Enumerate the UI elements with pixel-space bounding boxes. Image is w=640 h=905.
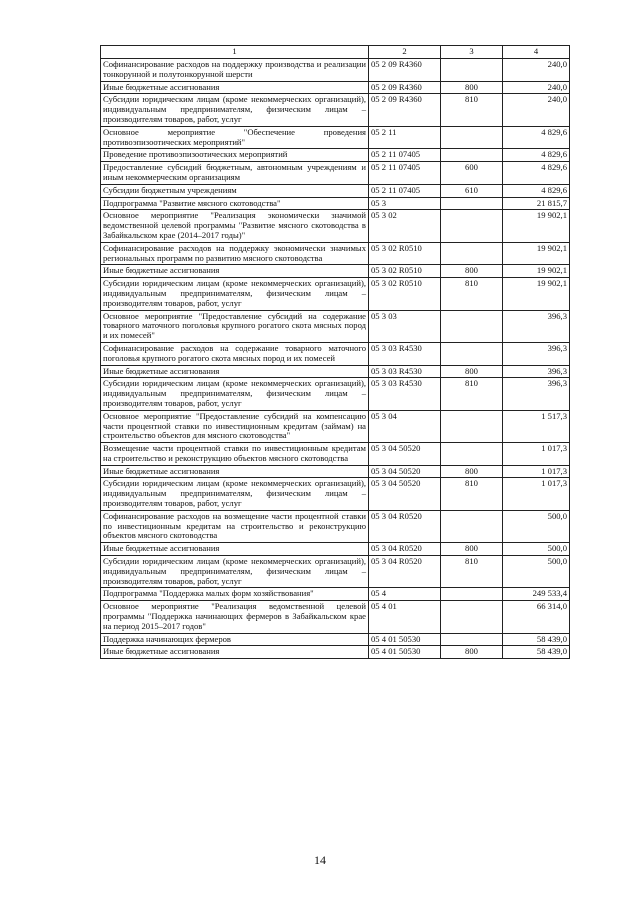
table-row <box>101 601 570 633</box>
row-code-cell: 05 3 02 <box>369 210 441 242</box>
row-amount-cell: 396,3 <box>503 378 570 410</box>
row-amount-cell: 240,0 <box>503 59 570 82</box>
row-type-cell: 810 <box>441 278 503 310</box>
row-amount-cell: 500,0 <box>503 510 570 542</box>
row-amount-cell: 4 829,6 <box>503 126 570 149</box>
row-amount-cell: 396,3 <box>503 310 570 342</box>
page-number: 14 <box>314 853 326 867</box>
table-row <box>101 543 570 556</box>
row-amount-cell: 1 017,3 <box>503 465 570 478</box>
row-name-cell: Иные бюджетные ассигнования <box>101 465 369 478</box>
table-row <box>101 633 570 646</box>
row-code-cell: 05 4 01 50530 <box>369 646 441 659</box>
row-code-cell: 05 3 02 R0510 <box>369 242 441 265</box>
row-type-cell <box>441 210 503 242</box>
table-row <box>101 310 570 342</box>
row-type-cell <box>441 633 503 646</box>
row-type-cell: 800 <box>441 465 503 478</box>
table-row <box>101 556 570 588</box>
table-row <box>101 265 570 278</box>
row-code-cell: 05 3 03 R4530 <box>369 365 441 378</box>
table-row <box>101 162 570 185</box>
row-type-cell: 800 <box>441 265 503 278</box>
row-code-cell: 05 3 04 R0520 <box>369 556 441 588</box>
row-type-cell: 800 <box>441 81 503 94</box>
row-amount-cell: 396,3 <box>503 365 570 378</box>
row-type-cell: 800 <box>441 646 503 659</box>
row-code-cell: 05 3 04 50520 <box>369 465 441 478</box>
row-amount-cell: 19 902,1 <box>503 210 570 242</box>
row-code-cell: 05 3 04 R0520 <box>369 543 441 556</box>
row-type-cell: 810 <box>441 378 503 410</box>
table-row <box>101 478 570 510</box>
row-code-cell: 05 4 01 50530 <box>369 633 441 646</box>
row-amount-cell: 4 829,6 <box>503 184 570 197</box>
row-name-cell: Субсидии бюджетным учреждениям <box>101 184 369 197</box>
row-name-cell: Основное мероприятие "Реализация ведомственной целевой программы "Поддержка начинающих фермеров в Забайкальском крае на период 2015–2017 годов" <box>101 601 369 633</box>
row-name-cell: Подпрограмма "Развитие мясного скотоводства" <box>101 197 369 210</box>
row-code-cell: 05 3 <box>369 197 441 210</box>
table-row <box>101 510 570 542</box>
table-row <box>101 342 570 365</box>
row-type-cell <box>441 342 503 365</box>
row-code-cell: 05 2 11 07405 <box>369 162 441 185</box>
row-name-cell: Предоставление субсидий бюджетным, автономным учреждениям и иным некоммерческим организациям <box>101 162 369 185</box>
row-amount-cell: 1 517,3 <box>503 410 570 442</box>
table-row <box>101 81 570 94</box>
row-type-cell <box>441 149 503 162</box>
row-amount-cell: 58 439,0 <box>503 633 570 646</box>
row-amount-cell: 1 017,3 <box>503 443 570 466</box>
row-amount-cell: 4 829,6 <box>503 162 570 185</box>
table-row <box>101 646 570 659</box>
row-type-cell: 810 <box>441 556 503 588</box>
row-amount-cell: 500,0 <box>503 556 570 588</box>
table-body <box>101 59 570 659</box>
row-code-cell: 05 3 04 50520 <box>369 478 441 510</box>
row-type-cell: 610 <box>441 184 503 197</box>
header-cell: 2 <box>369 46 441 59</box>
row-name-cell: Субсидии юридическим лицам (кроме некоммерческих организаций), индивидуальным предпринимателям, физическим лицам – производителям товаров, работ, услуг <box>101 478 369 510</box>
row-type-cell <box>441 410 503 442</box>
table-row <box>101 365 570 378</box>
row-name-cell: Софинансирование расходов на поддержку экономически значимых региональных программ по развитию мясного скотоводства <box>101 242 369 265</box>
table-row <box>101 94 570 126</box>
table-row <box>101 588 570 601</box>
row-name-cell: Основное мероприятие "Предоставление субсидий на компенсацию части процентной ставки по инвестиционным кредитам (займам) на строительство объектов для мясного скотоводства" <box>101 410 369 442</box>
document-page <box>100 45 569 659</box>
row-name-cell: Субсидии юридическим лицам (кроме некоммерческих организаций), индивидуальным предпринимателям, физическим лицам – производителям товаров, работ, услуг <box>101 378 369 410</box>
row-amount-cell: 500,0 <box>503 543 570 556</box>
row-name-cell: Софинансирование расходов на поддержку производства и реализации тонкорунной и полутонкорунной шерсти <box>101 59 369 82</box>
table-row <box>101 278 570 310</box>
row-name-cell: Иные бюджетные ассигнования <box>101 265 369 278</box>
row-amount-cell: 21 815,7 <box>503 197 570 210</box>
row-type-cell <box>441 59 503 82</box>
row-code-cell: 05 2 09 R4360 <box>369 81 441 94</box>
table-row <box>101 465 570 478</box>
row-type-cell <box>441 588 503 601</box>
row-type-cell: 810 <box>441 94 503 126</box>
row-amount-cell: 396,3 <box>503 342 570 365</box>
table-row <box>101 126 570 149</box>
row-type-cell <box>441 601 503 633</box>
row-code-cell: 05 2 11 07405 <box>369 149 441 162</box>
row-amount-cell: 19 902,1 <box>503 242 570 265</box>
row-type-cell <box>441 310 503 342</box>
row-type-cell: 600 <box>441 162 503 185</box>
row-name-cell: Возмещение части процентной ставки по инвестиционным кредитам на строительство и реконструкцию объектов мясного скотоводства <box>101 443 369 466</box>
table-row <box>101 210 570 242</box>
row-amount-cell: 19 902,1 <box>503 265 570 278</box>
row-amount-cell: 66 314,0 <box>503 601 570 633</box>
table-row <box>101 197 570 210</box>
row-amount-cell: 240,0 <box>503 94 570 126</box>
row-code-cell: 05 4 <box>369 588 441 601</box>
row-name-cell: Иные бюджетные ассигнования <box>101 543 369 556</box>
row-type-cell: 800 <box>441 365 503 378</box>
row-name-cell: Субсидии юридическим лицам (кроме некоммерческих организаций), индивидуальным предпринимателям, физическим лицам – производителям товаров, работ, услуг <box>101 556 369 588</box>
table-row <box>101 149 570 162</box>
table-row <box>101 59 570 82</box>
row-code-cell: 05 3 02 R0510 <box>369 278 441 310</box>
row-name-cell: Подпрограмма "Поддержка малых форм хозяйствования" <box>101 588 369 601</box>
row-type-cell: 810 <box>441 478 503 510</box>
row-type-cell: 800 <box>441 543 503 556</box>
row-name-cell: Основное мероприятие "Обеспечение проведения противоэпизоотических мероприятий" <box>101 126 369 149</box>
table-row <box>101 378 570 410</box>
row-name-cell: Основное мероприятие "Реализация экономически значимой ведомственной целевой программы "Развитие мясного скотоводства в Забайкальском крае (2014–2017 годы)" <box>101 210 369 242</box>
header-cell: 4 <box>503 46 570 59</box>
row-name-cell: Софинансирование расходов на возмещение части процентной ставки по инвестиционным кредитам на строительство и реконструкцию объектов мясного скотоводства <box>101 510 369 542</box>
row-code-cell: 05 3 02 R0510 <box>369 265 441 278</box>
row-amount-cell: 249 533,4 <box>503 588 570 601</box>
row-amount-cell: 4 829,6 <box>503 149 570 162</box>
table-row <box>101 242 570 265</box>
row-code-cell: 05 4 01 <box>369 601 441 633</box>
row-name-cell: Основное мероприятие "Предоставление субсидий на содержание товарного маточного поголовья крупного рогатого скота мясных пород и их помесей" <box>101 310 369 342</box>
row-type-cell <box>441 510 503 542</box>
header-cell: 1 <box>101 46 369 59</box>
row-name-cell: Проведение противоэпизоотических мероприятий <box>101 149 369 162</box>
table-row <box>101 410 570 442</box>
row-code-cell: 05 3 03 <box>369 310 441 342</box>
row-type-cell <box>441 443 503 466</box>
row-name-cell: Поддержка начинающих фермеров <box>101 633 369 646</box>
row-code-cell: 05 2 11 <box>369 126 441 149</box>
row-code-cell: 05 2 09 R4360 <box>369 94 441 126</box>
header-cell: 3 <box>441 46 503 59</box>
header-row <box>101 46 570 59</box>
row-code-cell: 05 2 11 07405 <box>369 184 441 197</box>
row-name-cell: Субсидии юридическим лицам (кроме некоммерческих организаций), индивидуальным предпринимателям, физическим лицам – производителям товаров, работ, услуг <box>101 94 369 126</box>
row-type-cell <box>441 126 503 149</box>
row-code-cell: 05 3 04 R0520 <box>369 510 441 542</box>
row-name-cell: Иные бюджетные ассигнования <box>101 365 369 378</box>
row-type-cell <box>441 197 503 210</box>
row-type-cell <box>441 242 503 265</box>
row-amount-cell: 19 902,1 <box>503 278 570 310</box>
table-row <box>101 443 570 466</box>
row-amount-cell: 240,0 <box>503 81 570 94</box>
row-amount-cell: 58 439,0 <box>503 646 570 659</box>
row-code-cell: 05 2 09 R4360 <box>369 59 441 82</box>
row-name-cell: Иные бюджетные ассигнования <box>101 646 369 659</box>
row-code-cell: 05 3 03 R4530 <box>369 378 441 410</box>
row-name-cell: Субсидии юридическим лицам (кроме некоммерческих организаций), индивидуальным предпринимателям, физическим лицам – производителям товаров, работ, услуг <box>101 278 369 310</box>
budget-table <box>100 45 570 659</box>
row-name-cell: Иные бюджетные ассигнования <box>101 81 369 94</box>
row-code-cell: 05 3 04 50520 <box>369 443 441 466</box>
row-name-cell: Софинансирование расходов на содержание товарного маточного поголовья крупного рогатого скота мясных пород и их помесей <box>101 342 369 365</box>
row-code-cell: 05 3 03 R4530 <box>369 342 441 365</box>
row-code-cell: 05 3 04 <box>369 410 441 442</box>
table-row <box>101 184 570 197</box>
row-amount-cell: 1 017,3 <box>503 478 570 510</box>
